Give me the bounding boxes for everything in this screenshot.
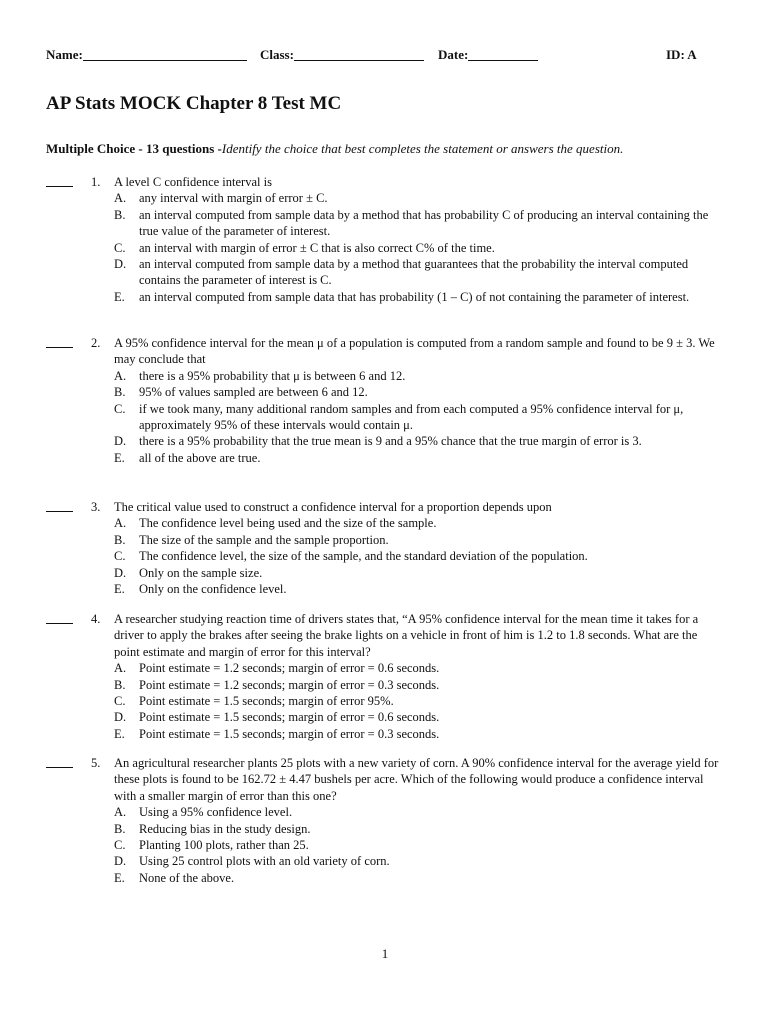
choice-letter: B.	[114, 821, 126, 836]
choice-text: an interval computed from sample data that has probability (1 – C) of not containing the parameter of interest.	[139, 289, 690, 304]
choice-text: None of the above.	[139, 870, 235, 885]
choice-text: Using 25 control plots with an old variety of corn.	[139, 854, 390, 869]
choice-text: The confidence level, the size of the sample, and the standard deviation of the population.	[139, 549, 588, 564]
answer-choice	[114, 677, 726, 693]
page-number: 1	[381, 946, 389, 961]
choice-letter: D.	[114, 565, 127, 580]
answer-choice	[114, 709, 726, 725]
question-body	[114, 611, 726, 742]
question-number: 3.	[91, 500, 101, 514]
choice-letter: A.	[114, 661, 127, 676]
page-header	[46, 47, 706, 67]
answer-choice	[114, 693, 726, 709]
choice-text: any interval with margin of error ± C.	[139, 191, 328, 206]
choice-text: Point estimate = 1.5 seconds; margin of error = 0.3 seconds.	[139, 726, 440, 741]
question-stem: A 95% confidence interval for the mean μ of a population is computed from a random sample and found to be 9 ± 3. We may conclude that	[114, 336, 715, 367]
answer-choice	[114, 256, 726, 289]
date-field[interactable]	[438, 47, 468, 63]
choice-letter: E.	[114, 582, 125, 597]
choice-letter: A.	[114, 805, 127, 820]
choice-text: The confidence level being used and the size of the sample.	[139, 516, 437, 531]
question-number: 4.	[91, 612, 101, 626]
section-title: Multiple Choice - 13 questions -	[46, 141, 222, 156]
choice-letter: E.	[114, 870, 125, 885]
answer-choice	[114, 837, 726, 853]
choice-text: an interval computed from sample data by a method that guarantees that the probability the interval computed contains the parameter of interest is C.	[139, 257, 689, 288]
answer-blank[interactable]	[46, 623, 73, 624]
answer-blank[interactable]	[46, 511, 73, 512]
question-body	[114, 755, 726, 886]
id-label: ID: A	[666, 47, 697, 62]
choice-letter: A.	[114, 516, 127, 531]
choice-text: Point estimate = 1.2 seconds; margin of error = 0.6 seconds.	[139, 661, 440, 676]
choice-letter: C.	[114, 240, 126, 255]
section-instructions: Identify the choice that best completes the statement or answers the question.	[221, 141, 624, 156]
answer-choice	[114, 207, 726, 240]
choice-text: all of the above are true.	[139, 450, 261, 465]
answer-choice	[114, 548, 726, 564]
choice-text: Using a 95% confidence level.	[139, 805, 293, 820]
choice-text: 95% of values sampled are between 6 and 12.	[139, 385, 368, 400]
choice-text: if we took many, many additional random samples and from each computed a 95% confidence interval for μ, approximately 95% of these intervals would contain μ.	[139, 401, 684, 433]
choice-text: Planting 100 plots, rather than 25.	[139, 838, 309, 853]
choice-letter: C.	[114, 838, 126, 853]
question-number: 5.	[91, 756, 101, 770]
choice-letter: E.	[114, 289, 125, 304]
answer-choice	[114, 821, 726, 837]
choice-text: Point estimate = 1.2 seconds; margin of error = 0.3 seconds.	[139, 677, 440, 692]
answer-choice	[114, 384, 726, 400]
choice-text: there is a 95% probability that the true mean is 9 and a 95% chance that the true margin of error is 3.	[139, 434, 642, 449]
question-stem: The critical value used to construct a confidence interval for a proportion depends upon	[114, 500, 552, 514]
question-body	[114, 335, 726, 466]
choice-letter: C.	[114, 694, 126, 709]
choice-letter: D.	[114, 257, 127, 272]
answer-choice	[114, 289, 726, 305]
answer-choice	[114, 450, 726, 466]
answer-choice	[114, 240, 726, 256]
choice-letter: B.	[114, 207, 126, 222]
question-number: 2.	[91, 336, 101, 350]
choice-letter: E.	[114, 450, 125, 465]
class-field[interactable]	[260, 47, 294, 63]
choice-letter: C.	[114, 549, 126, 564]
answer-choice	[114, 804, 726, 820]
answer-choice	[114, 565, 726, 581]
choice-letter: D.	[114, 854, 127, 869]
page-title: AP Stats MOCK Chapter 8 Test MC	[46, 93, 342, 114]
section-heading	[46, 141, 623, 157]
answer-blank[interactable]	[46, 186, 73, 187]
choice-letter: D.	[114, 434, 127, 449]
choice-letter: B.	[114, 677, 126, 692]
answer-choice	[114, 870, 726, 886]
choice-text: an interval with margin of error ± C that is also correct C% of the time.	[139, 240, 495, 255]
question-stem: A level C confidence interval is	[114, 175, 272, 189]
answer-blank[interactable]	[46, 347, 73, 348]
answer-choice	[114, 726, 726, 742]
choice-text: Point estimate = 1.5 seconds; margin of error 95%.	[139, 694, 394, 709]
answer-choice	[114, 515, 726, 531]
choice-text: an interval computed from sample data by a method that has probability C of producing an interval containing the true value of the parameter of interest.	[139, 207, 709, 239]
question-number: 1.	[91, 175, 101, 189]
question-stem: A researcher studying reaction time of drivers states that, “A 95% confidence interval for the mean time it takes for a driver to apply the brakes after seeing the brake lights on a vehicle in front of him is 1.2 to 1.8 seconds. What are the point estimate and margin of error for this interval?	[114, 612, 699, 659]
answer-choice	[114, 532, 726, 548]
answer-choice	[114, 853, 726, 869]
question-body	[114, 174, 726, 305]
answer-blank[interactable]	[46, 767, 73, 768]
choice-letter: D.	[114, 710, 127, 725]
answer-choice	[114, 190, 726, 206]
choice-text: Point estimate = 1.5 seconds; margin of error = 0.6 seconds.	[139, 710, 440, 725]
answer-choice	[114, 581, 726, 597]
choice-text: The size of the sample and the sample proportion.	[139, 532, 389, 547]
choice-letter: A.	[114, 191, 127, 206]
name-label: Name:	[46, 47, 83, 62]
choice-text: there is a 95% probability that μ is between 6 and 12.	[139, 368, 406, 383]
choice-letter: E.	[114, 726, 125, 741]
question-stem: An agricultural researcher plants 25 plots with a new variety of corn. A 90% confidence interval for the average yield for these plots is found to be 162.72 ± 4.47 bushels per acre. Which of the following would produce a confidence interval with a smaller margin of error than this one?	[114, 756, 719, 803]
answer-choice	[114, 660, 726, 676]
choice-text: Only on the confidence level.	[139, 582, 287, 597]
choice-text: Only on the sample size.	[139, 565, 263, 580]
class-label: Class:	[260, 47, 294, 62]
choice-letter: B.	[114, 532, 126, 547]
question-body	[114, 499, 726, 597]
choice-letter: A.	[114, 368, 127, 383]
date-label: Date:	[438, 47, 469, 62]
choice-letter: C.	[114, 401, 126, 416]
name-field[interactable]	[46, 47, 83, 63]
choice-text: Reducing bias in the study design.	[139, 821, 311, 836]
choice-letter: B.	[114, 385, 126, 400]
answer-choice	[114, 368, 726, 384]
answer-choice	[114, 401, 726, 434]
answer-choice	[114, 433, 726, 449]
